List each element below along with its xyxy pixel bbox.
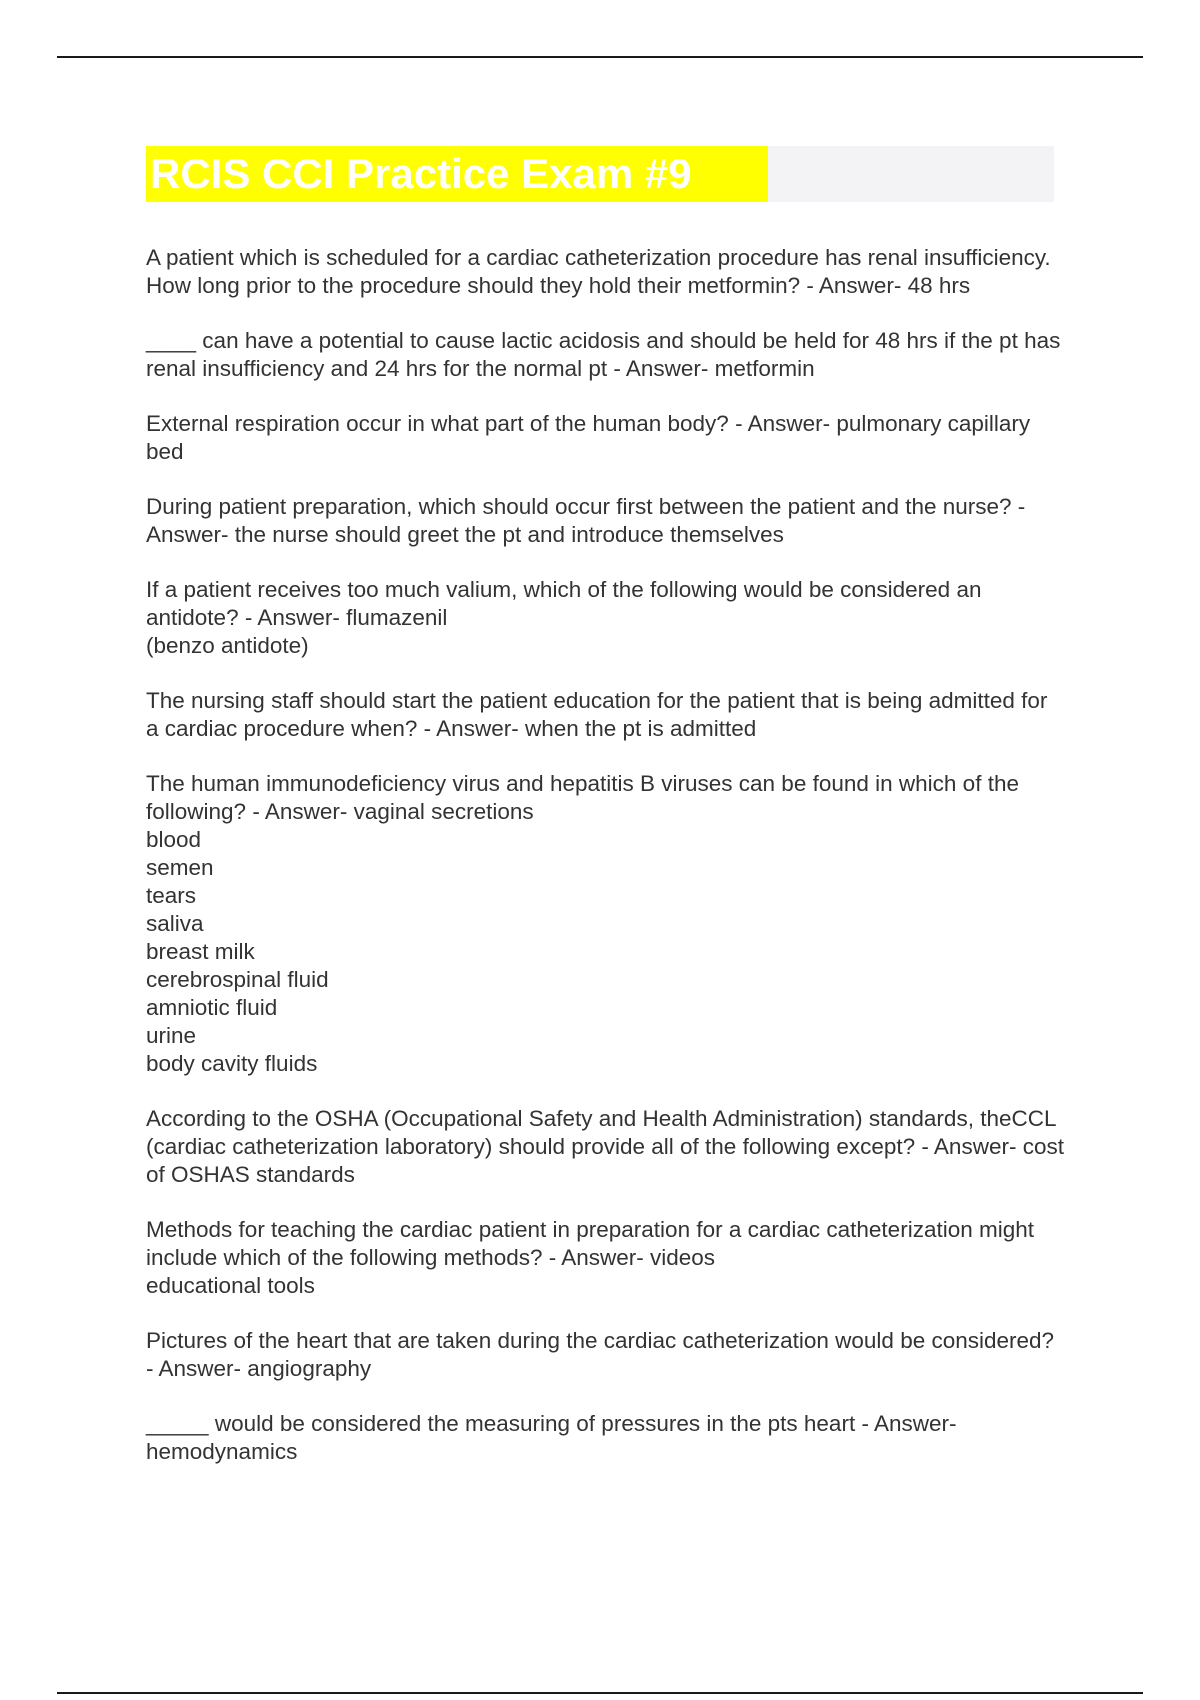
qa-extra-line: tears: [146, 883, 197, 908]
qa-item-3: [146, 410, 1066, 466]
qa-text: The nursing staff should start the patient education for the patient that is being admitted for a cardiac procedure when? - Answer- when the pt is admitted: [146, 688, 1048, 741]
qa-text: ____ can have a potential to cause lactic acidosis and should be held for 48 hrs if the pt has renal insufficiency and 24 hrs for the normal pt - Answer- metformin: [146, 328, 1061, 381]
qa-extra-line: semen: [146, 855, 214, 880]
qa-text: _____ would be considered the measuring of pressures in the pts heart - Answer- hemodynamics: [146, 1411, 957, 1464]
qa-item-1: [146, 244, 1066, 300]
qa-text: External respiration occur in what part of the human body? - Answer- pulmonary capillary bed: [146, 411, 1031, 464]
top-rule: [57, 56, 1143, 58]
qa-extra-line: urine: [146, 1023, 197, 1048]
qa-item-6: [146, 687, 1066, 743]
qa-extra-line: blood: [146, 827, 202, 852]
qa-text: The human immunodeficiency virus and hepatitis B viruses can be found in which of the following? - Answer- vaginal secretions: [146, 771, 1019, 824]
qa-text: If a patient receives too much valium, which of the following would be considered an antidote? - Answer- flumazenil: [146, 577, 982, 630]
qa-text: Pictures of the heart that are taken during the cardiac catheterization would be considered? - Answer- angiography: [146, 1328, 1055, 1381]
qa-extra-line: cerebrospinal fluid: [146, 967, 329, 992]
qa-text: A patient which is scheduled for a cardiac catheterization procedure has renal insufficiency. How long prior to the procedure should they hold their metformin? - Answer- 48 hrs: [146, 245, 1051, 298]
qa-text: During patient preparation, which should occur first between the patient and the nurse? - Answer- the nurse should greet the pt and introduce themselves: [146, 494, 1026, 547]
qa-item-9: [146, 1216, 1066, 1300]
qa-item-5: [146, 576, 1066, 660]
qa-extra-line: body cavity fluids: [146, 1051, 318, 1076]
qa-item-11: [146, 1410, 1066, 1466]
qa-extra-line: amniotic fluid: [146, 995, 278, 1020]
bottom-rule: [57, 1692, 1143, 1694]
qa-text: According to the OSHA (Occupational Safety and Health Administration) standards, theCCL (cardiac catheterization laboratory) should provide all of the following except? - Answer- cost of OSHAS standards: [146, 1106, 1064, 1187]
qa-item-7: [146, 770, 1066, 1078]
qa-list: [146, 244, 1066, 1493]
qa-extra-line: educational tools: [146, 1273, 315, 1298]
document-title: RCIS CCI Practice Exam #9: [146, 146, 768, 202]
qa-item-2: [146, 327, 1066, 383]
qa-item-10: [146, 1327, 1066, 1383]
qa-extra-line: saliva: [146, 911, 204, 936]
qa-item-4: [146, 493, 1066, 549]
qa-text: Methods for teaching the cardiac patient in preparation for a cardiac catheterization might include which of the following methods? - Answer- videos: [146, 1217, 1035, 1270]
qa-item-8: [146, 1105, 1066, 1189]
qa-extra-line: (benzo antidote): [146, 633, 309, 658]
qa-extra-line: breast milk: [146, 939, 255, 964]
